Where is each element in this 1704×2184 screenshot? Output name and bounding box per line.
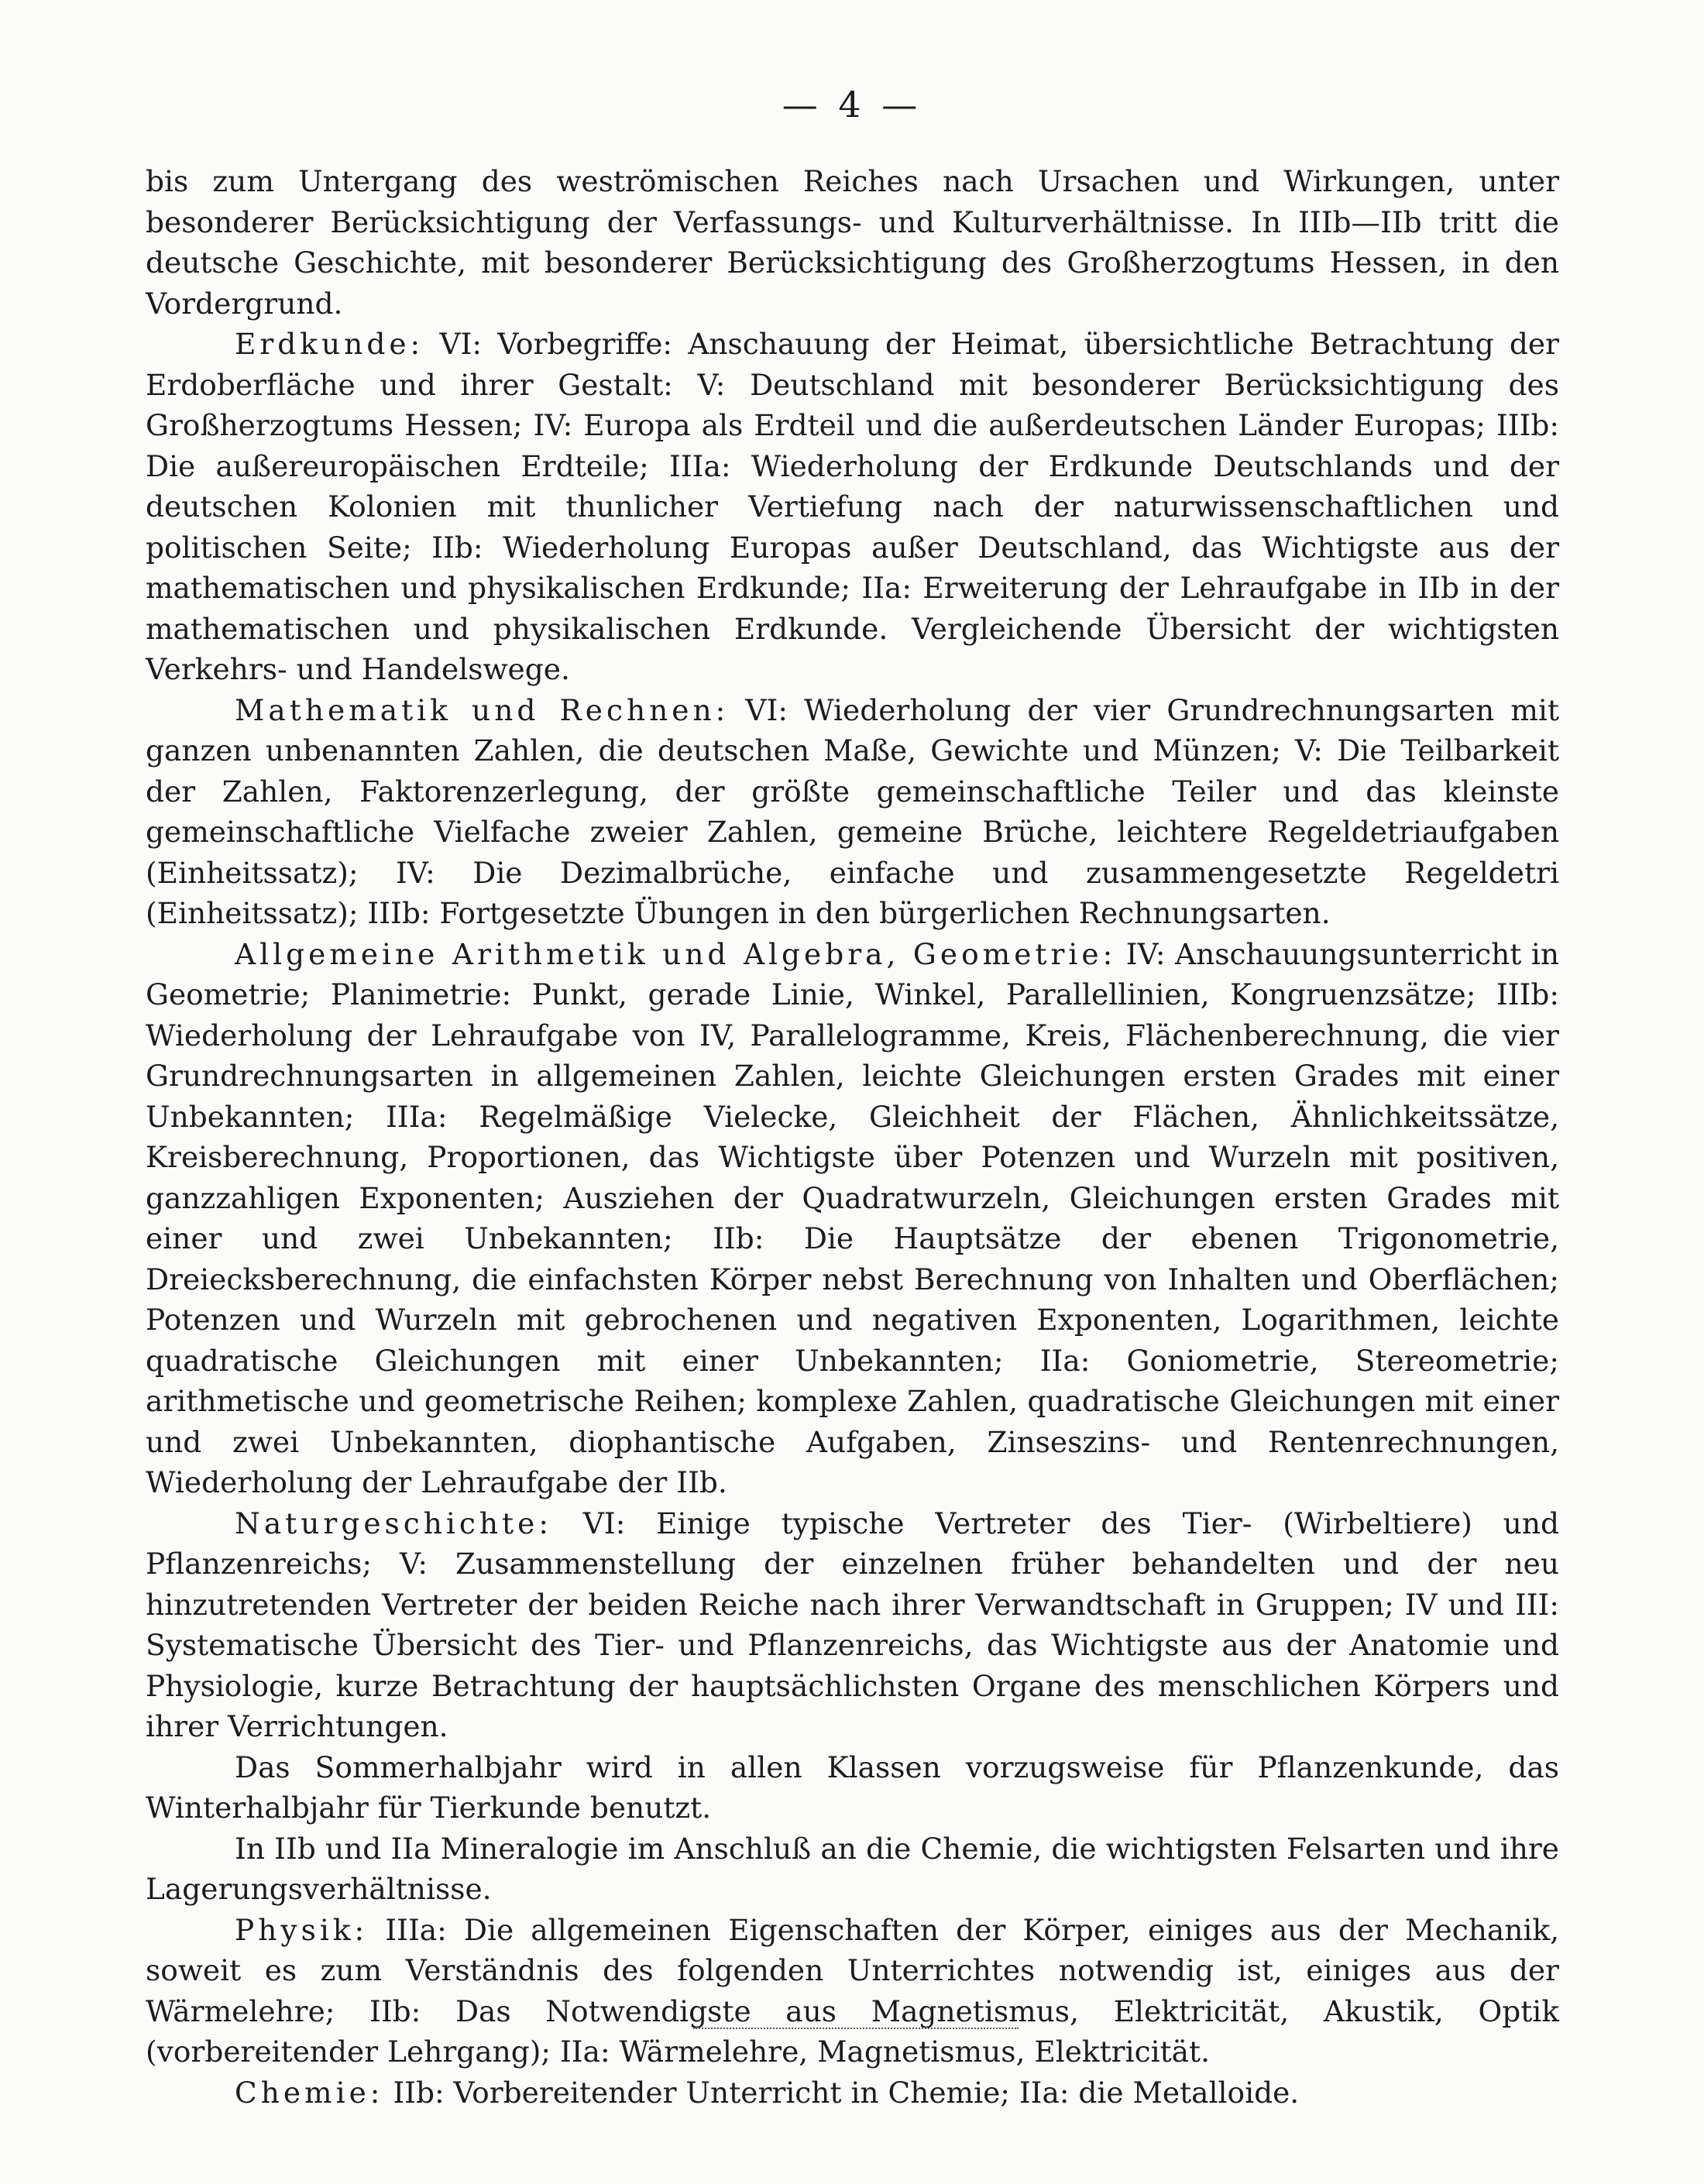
section-heading-erdkunde: Erdkunde: xyxy=(235,327,424,361)
paragraph-text: Das Sommerhalbjahr wird in allen Klassen vorzugsweise für Pflanzenkunde, das Winterhalbjahr für Tierkunde benutzt. xyxy=(146,1750,1559,1825)
paragraph-sommerhalbjahr xyxy=(146,1747,1559,1829)
paragraph-geschichte-continuation xyxy=(146,161,1559,324)
paragraph-mathematik xyxy=(146,690,1559,934)
paragraph-chemie xyxy=(146,2072,1559,2114)
section-heading-chemie: Chemie: xyxy=(235,2075,384,2110)
body-text xyxy=(146,161,1559,2113)
section-heading-arithmetik: Allgemeine Arithmetik und Algebra, Geometrie: xyxy=(235,936,1117,971)
paragraph-text: VI: Vorbegriffe: Anschauung der Heimat, übersichtliche Betrachtung der Erdoberfläche und ihrer Gestalt: V: Deutschland mit besonderer Berücksichtigung des Großherzogtums Hessen; IV: Europa als Erdteil und die außerdeutschen Länder Europas; IIIb: Die außereuropäischen Erdteile; IIIa: Wiederholung der Erdkunde Deutschlands und der deutschen Kolonien mit thunlicher Vertiefung nach der naturwissenschaftlichen und politischen Seite; IIb: Wiederholung Europas außer Deutschland, das Wichtigste aus der mathematischen und physikalischen Erdkunde; IIa: Erweiterung der Lehraufgabe in IIb in der mathematischen und physikalischen Erdkunde. Vergleichende Übersicht der wichtigsten Verkehrs- und Handelswege. xyxy=(146,327,1559,686)
section-heading-mathematik: Mathematik und Rechnen: xyxy=(235,692,730,727)
dotted-divider xyxy=(693,2028,1019,2029)
paragraph-text: bis zum Untergang des weströmischen Reiches nach Ursachen und Wirkungen, unter besonderer Berücksichtigung der Verfassungs- und Kulturverhältnisse. In IIIb—IIb tritt die deutsche Geschichte, mit besonderer Berücksichtigung des Großherzogtums Hessen, in den Vordergrund. xyxy=(146,164,1559,321)
paragraph-text: VI: Wiederholung der vier Grundrechnungsarten mit ganzen unbenannten Zahlen, die deutschen Maße, Gewichte und Münzen; V: Die Teilbarkeit der Zahlen, Faktorenzerlegung, der größte gemeinschaftliche Teiler und das kleinste gemeinschaftliche Vielfache zweier Zahlen, gemeine Brüche, leichtere Regeldetriaufgaben (Einheitssatz); IV: Die Dezimalbrüche, einfache und zusammengesetzte Regeldetri (Einheitssatz); IIIb: Fortgesetzte Übungen in den bürgerlichen Rechnungsarten. xyxy=(146,692,1559,930)
page-number: — 4 — xyxy=(782,84,922,125)
paragraph-naturgeschichte xyxy=(146,1503,1559,1747)
paragraph-arithmetik xyxy=(146,934,1559,1503)
paragraph-erdkunde xyxy=(146,324,1559,690)
paragraph-mineralogie xyxy=(146,1829,1559,1910)
paragraph-text: IV: Anschauungsunterricht in Geometrie; Planimetrie: Punkt, gerade Linie, Winkel, Parallellinien, Kongruenzsätze; IIIb: Wiederholung der Lehraufgabe von IV, Parallelogramme, Kreis, Flächenberechnung, die vier Grundrechnungsarten in allgemeinen Zahlen, leichte Gleichungen ersten Grades mit einer Unbekannten; IIIa: Regelmäßige Vielecke, Gleichheit der Flächen, Ähnlichkeitssätze, Kreisberechnung, Proportionen, das Wichtigste über Potenzen und Wurzeln mit positiven, ganzzahligen Exponenten; Ausziehen der Quadratwurzeln, Gleichungen ersten Grades mit einer und zwei Unbekannten; IIb: Die Hauptsätze der ebenen Trigonometrie, Dreiecksberechnung, die einfachsten Körper nebst Berechnung von Inhalten und Oberflächen; Potenzen und Wurzeln mit gebrochenen und negativen Exponenten, Logarithmen, leichte quadratische Gleichungen mit einer Unbekannten; IIa: Goniometrie, Stereometrie; arithmetische und geometrische Reihen; komplexe Zahlen, quadratische Gleichungen mit einer und zwei Unbekannten, diophantische Aufgaben, Zinseszins- und Rentenrechnungen, Wiederholung der Lehraufgabe der IIb. xyxy=(146,936,1559,1499)
paragraph-text: VI: Einige typische Vertreter des Tier- (Wirbeltiere) und Pflanzenreichs; V: Zusammenstellung der einzelnen früher behandelten und der neu hinzutretenden Vertreter der beiden Reiche nach ihrer Verwandtschaft in Gruppen; IV und III: Systematische Übersicht des Tier- und Pflanzenreichs, das Wichtigste aus der Anatomie und Physiologie, kurze Betrachtung der hauptsächlichsten Organe des menschlichen Körpers und ihrer Verrichtungen. xyxy=(146,1506,1559,1743)
section-heading-physik: Physik: xyxy=(235,1912,369,1947)
paragraph-physik xyxy=(146,1910,1559,2072)
paragraph-text: IIIa: Die allgemeinen Eigenschaften der Körper, einiges aus der Mechanik, soweit es zum Verständnis des folgenden Unterrichtes notwendig ist, einiges aus der Wärmelehre; IIb: Das Notwendigste aus Magnetismus, Elektricität, Akustik, Optik (vorbereitender Lehrgang); IIa: Wärmelehre, Magnetismus, Elektricität. xyxy=(146,1912,1559,2069)
section-heading-naturgeschichte: Naturgeschichte: xyxy=(235,1506,552,1540)
paragraph-text: IIb: Vorbereitender Unterricht in Chemie; IIa: die Metalloide. xyxy=(383,2075,1300,2110)
paragraph-text: In IIb und IIa Mineralogie im Anschluß an die Chemie, die wichtigsten Felsarten und ihre Lagerungsverhältnisse. xyxy=(146,1831,1559,1906)
